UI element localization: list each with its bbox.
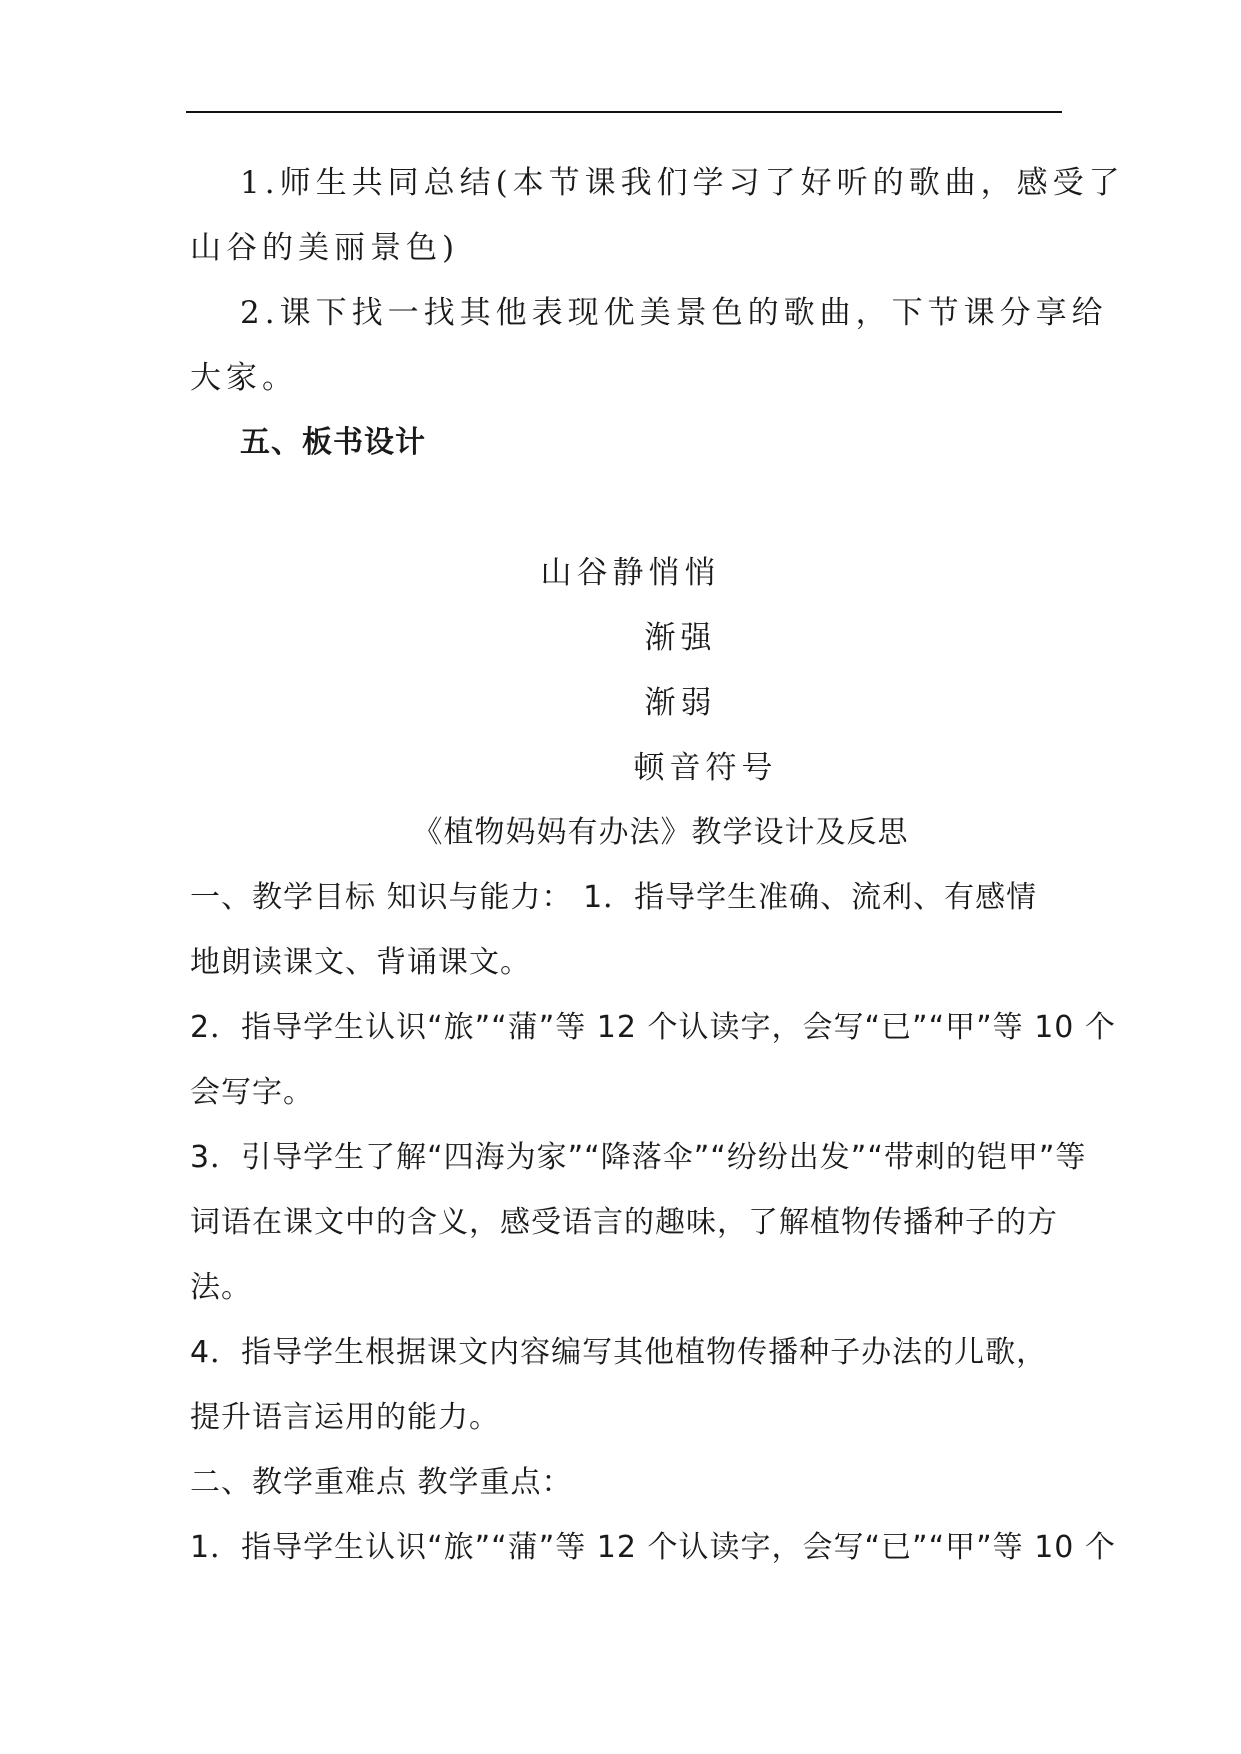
- board-line-decrescendo: 渐弱: [644, 685, 717, 721]
- header-rule: [186, 111, 1062, 113]
- goals-line-1: 一、教学目标 知识与能力： 1．指导学生准确、流利、有感情: [190, 880, 1038, 915]
- board-line-staccato: 顿音符号: [633, 750, 778, 786]
- focus-1-line-1: 1．指导学生认识“旅”“蒲”等 12 个认读字，会写“已”“甲”等 10 个: [190, 1530, 1116, 1565]
- goal-3-line-1: 3．引导学生了解“四海为家”“降落伞”“纷纷出发”“带刺的铠甲”等: [190, 1140, 1087, 1175]
- lesson-title: 《植物妈妈有办法》教学设计及反思: [412, 815, 909, 850]
- summary-item-2-line-2: 大家。: [190, 360, 298, 396]
- summary-item-2-line-1: 2.课下找一找其他表现优美景色的歌曲，下节课分享给: [240, 295, 1108, 331]
- goal-2-line-2: 会写字。: [190, 1075, 314, 1110]
- goal-4-line-1: 4．指导学生根据课文内容编写其他植物传播种子办法的儿歌，: [190, 1335, 1048, 1370]
- goal-3-line-3: 法。: [190, 1270, 252, 1305]
- goal-4-line-2: 提升语言运用的能力。: [190, 1400, 500, 1435]
- focus-heading: 二、教学重难点 教学重点：: [190, 1465, 573, 1500]
- board-line-crescendo: 渐强: [644, 620, 717, 656]
- goal-2-line-1: 2．指导学生认识“旅”“蒲”等 12 个认读字，会写“已”“甲”等 10 个: [190, 1010, 1116, 1045]
- summary-item-1-line-1: 1.师生共同总结(本节课我们学习了好听的歌曲，感受了: [240, 165, 1125, 201]
- board-line-title: 山谷静悄悄: [540, 555, 721, 591]
- goals-line-2: 地朗读课文、背诵课文。: [190, 945, 531, 980]
- summary-item-1-line-2: 山谷的美丽景色): [190, 230, 460, 266]
- section-heading-board-design: 五、板书设计: [240, 425, 426, 460]
- goal-3-line-2: 词语在课文中的含义，感受语言的趣味，了解植物传播种子的方: [190, 1205, 1058, 1240]
